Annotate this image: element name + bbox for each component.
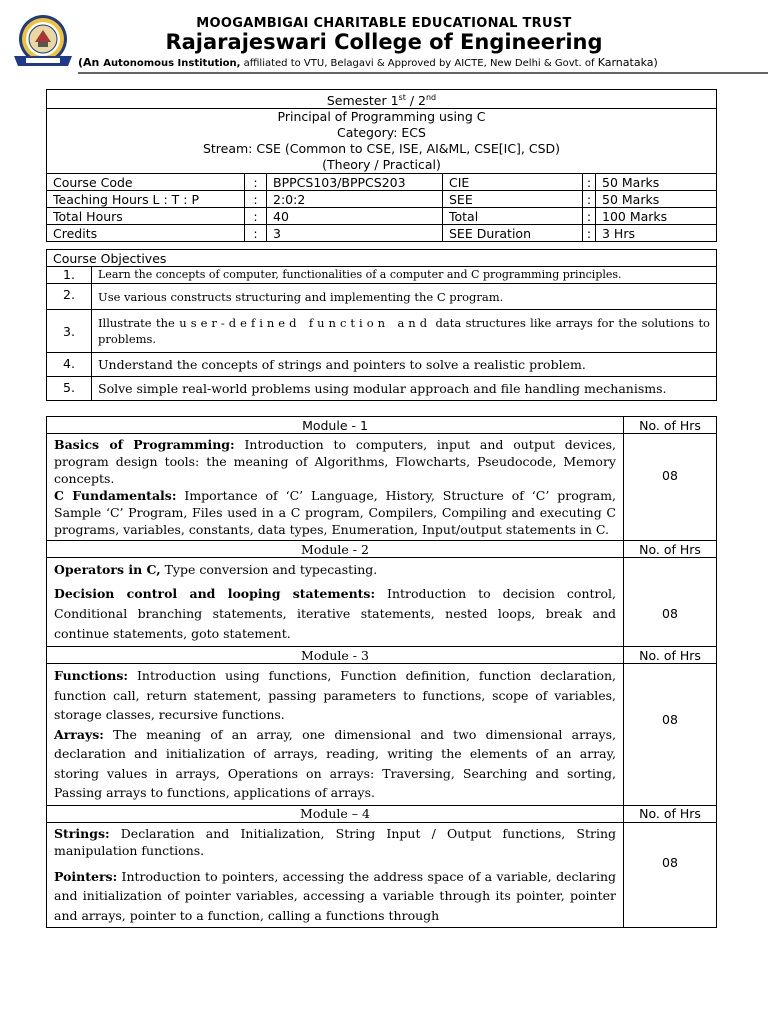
module-header-row bbox=[47, 417, 717, 434]
semester-mid: / 2 bbox=[405, 93, 426, 109]
module-content bbox=[47, 434, 624, 541]
module-paragraph bbox=[54, 560, 616, 580]
info-label: Teaching Hours L : T : P bbox=[47, 191, 245, 208]
module-content bbox=[47, 558, 624, 647]
module-content-row bbox=[47, 558, 717, 647]
module-content bbox=[47, 822, 624, 928]
module-title: Module - 2 bbox=[47, 541, 624, 558]
objective-text: Use various constructs structuring and implementing the C program. bbox=[92, 284, 717, 310]
course-header-row bbox=[47, 109, 717, 174]
topic-text: Declaration and Initialization, String Input / Output functions, String manipulation functions. bbox=[54, 825, 616, 858]
hrs-value: 08 bbox=[624, 558, 717, 647]
hrs-value: 08 bbox=[624, 434, 717, 541]
info-row bbox=[47, 174, 717, 191]
subtitle-karnataka: Karnataka) bbox=[597, 56, 658, 69]
semester-prefix: Semester 1 bbox=[326, 93, 399, 109]
topic-heading: Pointers: bbox=[54, 868, 118, 884]
colon: : bbox=[583, 225, 596, 242]
module-paragraph bbox=[54, 487, 616, 538]
module-content-row bbox=[47, 664, 717, 806]
semester-cell bbox=[47, 90, 717, 109]
college-emblem-icon bbox=[12, 12, 74, 70]
subtitle-autonomous: Autonomous Institution, bbox=[103, 58, 241, 69]
colon: : bbox=[245, 208, 267, 225]
college-name: Rajarajeswari College of Engineering bbox=[165, 30, 603, 54]
hrs-value: 08 bbox=[624, 664, 717, 806]
objective-number: 2. bbox=[47, 284, 92, 310]
objective-number: 5. bbox=[47, 377, 92, 401]
module-paragraph bbox=[54, 825, 616, 859]
college-subtitle bbox=[78, 56, 768, 69]
course-info-table bbox=[46, 89, 717, 242]
hrs-label: No. of Hrs bbox=[624, 541, 717, 558]
topic-heading: Operators in C, bbox=[54, 562, 161, 577]
objective-text bbox=[92, 310, 717, 353]
subtitle-an: (An bbox=[78, 56, 104, 69]
info-label: Course Code bbox=[47, 174, 245, 191]
info-label: Credits bbox=[47, 225, 245, 242]
module-header-row bbox=[47, 805, 717, 822]
info-value: BPPCS103/BPPCS203 bbox=[267, 174, 443, 191]
module-title: Module - 3 bbox=[47, 647, 624, 664]
info-row bbox=[47, 225, 717, 242]
info-row bbox=[47, 191, 717, 208]
info-label-2: CIE bbox=[443, 174, 583, 191]
objective-text-spaced: user-defined function and bbox=[179, 316, 432, 330]
info-label-2: SEE Duration bbox=[443, 225, 583, 242]
objectives-heading-row bbox=[47, 250, 717, 267]
semester-sup-nd: nd bbox=[425, 93, 437, 102]
topic-text: Importance of ‘C’ Language, History, Structure of ‘C’ program, Sample ‘C’ Program, Files used in a C program, Compilers, Compiling and executing C programs, variables, constants, data types, Enumeration, Input/output statements in C. bbox=[54, 488, 616, 537]
course-objectives-table bbox=[46, 249, 717, 401]
hrs-value: 08 bbox=[624, 822, 717, 928]
info-value: 2:0:2 bbox=[267, 191, 443, 208]
modules-table bbox=[46, 416, 717, 928]
info-label: Total Hours bbox=[47, 208, 245, 225]
subtitle-affiliation: affiliated to VTU, Belagavi & Approved by AICTE, New Delhi & Govt. of bbox=[240, 58, 598, 69]
header-divider bbox=[78, 72, 768, 74]
objectives-heading: Course Objectives bbox=[47, 250, 717, 267]
module-paragraph bbox=[54, 666, 616, 725]
info-value: 40 bbox=[267, 208, 443, 225]
course-title: Principal of Programming using C bbox=[277, 109, 486, 125]
objective-row bbox=[47, 377, 717, 401]
objective-text: Understand the concepts of strings and pointers to solve a realistic problem. bbox=[92, 353, 717, 377]
trust-name: MOOGAMBIGAI CHARITABLE EDUCATIONAL TRUST bbox=[196, 16, 572, 31]
topic-heading: C Fundamentals: bbox=[54, 488, 177, 503]
topic-text: Introduction to pointers, accessing the address space of a variable, declaring and initialization of pointer variables, accessing a variable through its pointer, pointer and arrays, pointer to a function, calling a functions through bbox=[54, 868, 616, 923]
info-value: 3 bbox=[267, 225, 443, 242]
hrs-label: No. of Hrs bbox=[624, 647, 717, 664]
objective-text-b: data structures like arrays for the solutions to problems. bbox=[98, 316, 710, 346]
objective-row bbox=[47, 310, 717, 353]
course-stream: Stream: CSE (Common to CSE, ISE, AI&ML, CSE[IC], CSD) bbox=[202, 141, 561, 157]
topic-text: Introduction to computers, input and output devices, program design tools: the meaning of Algorithms, Flowcharts, Pseudocode, Memory concepts. bbox=[54, 437, 616, 486]
module-paragraph bbox=[54, 867, 616, 926]
topic-text: The meaning of an array, one dimensional and two dimensional arrays, declaration and initialization of arrays, reading, writing the elements of an array, storing values in arrays, Operations on arrays: Traversing, Searching and sorting, Passing arrays to functions, applications of arrays. bbox=[54, 726, 616, 800]
objective-text: Solve simple real-world problems using modular approach and file handling mechanisms. bbox=[92, 377, 717, 401]
colon: : bbox=[245, 191, 267, 208]
colon: : bbox=[245, 174, 267, 191]
objective-row bbox=[47, 267, 717, 284]
colon: : bbox=[245, 225, 267, 242]
info-label-2: Total bbox=[443, 208, 583, 225]
colon: : bbox=[583, 208, 596, 225]
hrs-label: No. of Hrs bbox=[624, 417, 717, 434]
topic-heading: Functions: bbox=[54, 668, 129, 683]
info-value-2: 50 Marks bbox=[596, 191, 717, 208]
course-header-cell bbox=[47, 109, 717, 174]
topic-text: Introduction using functions, Function definition, function declaration, function call, return statement, passing parameters to functions, scope of variables, storage classes, recursive functions. bbox=[54, 668, 616, 722]
module-content-row bbox=[47, 434, 717, 541]
module-title: Module – 4 bbox=[47, 805, 624, 822]
module-content-row bbox=[47, 822, 717, 928]
module-header-row bbox=[47, 541, 717, 558]
colon: : bbox=[583, 174, 596, 191]
module-paragraph bbox=[54, 436, 616, 487]
objective-number: 1. bbox=[47, 267, 92, 284]
objective-text: Learn the concepts of computer, functionalities of a computer and C programming principles. bbox=[92, 267, 717, 284]
module-paragraph bbox=[54, 725, 616, 803]
info-row bbox=[47, 208, 717, 225]
objective-number: 4. bbox=[47, 353, 92, 377]
module-content bbox=[47, 664, 624, 806]
info-label-2: SEE bbox=[443, 191, 583, 208]
objective-text-a: Illustrate the bbox=[98, 316, 180, 330]
objective-row bbox=[47, 353, 717, 377]
topic-heading: Decision control and looping statements: bbox=[54, 586, 376, 601]
course-category: Category: ECS bbox=[337, 125, 426, 141]
topic-text: Type conversion and typecasting. bbox=[160, 562, 378, 577]
course-mode: (Theory / Practical) bbox=[322, 157, 441, 173]
hrs-label: No. of Hrs bbox=[624, 805, 717, 822]
topic-heading: Arrays: bbox=[54, 726, 104, 742]
semester-sup-st: st bbox=[398, 93, 406, 102]
topic-heading: Strings: bbox=[54, 825, 110, 841]
info-value-2: 100 Marks bbox=[596, 208, 717, 225]
objective-row bbox=[47, 284, 717, 310]
topic-heading: Basics of Programming: bbox=[54, 437, 235, 452]
module-paragraph bbox=[54, 584, 616, 644]
info-value-2: 3 Hrs bbox=[596, 225, 717, 242]
info-value-2: 50 Marks bbox=[596, 174, 717, 191]
module-header-row bbox=[47, 647, 717, 664]
topic-text: Introduction to decision control, Conditional branching statements, iterative statements, nested loops, break and continue statements, goto statement. bbox=[54, 586, 616, 641]
semester-row bbox=[47, 90, 717, 109]
module-title: Module - 1 bbox=[47, 417, 624, 434]
objective-number: 3. bbox=[47, 310, 92, 353]
colon: : bbox=[583, 191, 596, 208]
